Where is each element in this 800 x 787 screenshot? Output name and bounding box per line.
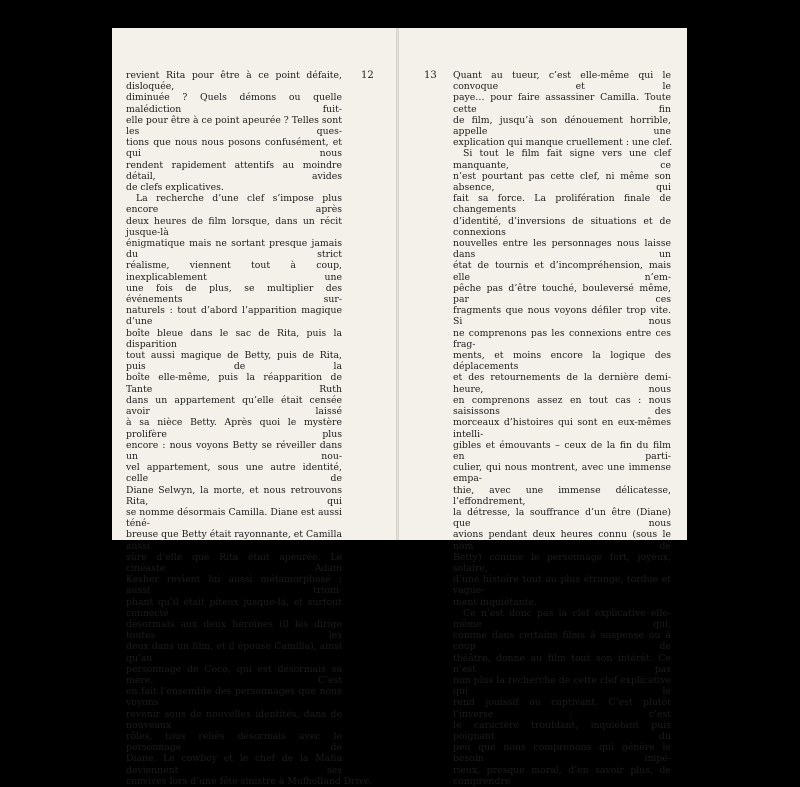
text-line: revenir sous de nouvelles identités, dans de nouveaux: [126, 708, 342, 731]
text-line: convives lors d’une fête sinistre à Mulholland Drive.: [126, 775, 373, 787]
text-line: explication qui manque cruellement : une clef.: [453, 137, 673, 149]
text-line: le caractère troublant, inquiétant puis poignant du: [453, 719, 671, 742]
text-line: état de tournis et d’incompréhension, mais elle n’em-: [453, 260, 671, 283]
text-line: fait sa force. La prolifération finale de changements: [453, 193, 671, 216]
text-line: rieux, presque moral, d’en savoir plus, de comprendre: [453, 764, 671, 787]
text-line: deux dans un film, et il épouse Camilla), ainsi qu’au: [126, 641, 342, 664]
text-line: théâtre, donne au film tout son intérêt. Ce n’est pas: [453, 652, 671, 675]
text-line: la détresse, la souffrance d’un être (Diane) que nous: [453, 506, 671, 530]
text-line: vel appartement, sous une autre identité, celle de: [126, 462, 342, 485]
text-line: réalisme, viennent tout à coup, inexplicablement une: [126, 260, 342, 283]
text-line: pêche pas d’être touché, bouleversé même, par ces: [453, 282, 671, 306]
text-line: en fait l’ensemble des personnages que nous voyons: [126, 686, 342, 709]
book-gutter: [396, 28, 399, 540]
text-line: morceaux d’histoires qui sont en eux-mêmes intelli-: [453, 417, 671, 440]
text-line: une fois de plus, se multiplier des événements sur-: [126, 282, 342, 306]
text-line: sûre d’elle que Rita était apeurée. Le cinéaste Adam: [126, 551, 342, 574]
text-line: boîte bleue dans le sac de Rita, puis la disparition: [126, 327, 342, 350]
text-line: et des retournements de la dernière demi-heure, nous: [453, 372, 671, 395]
text-line: fragments que nous voyons défiler trop vite. Si nous: [453, 305, 671, 328]
text-line: paye… pour faire assassiner Camilla. Toute cette fin: [453, 92, 671, 115]
text-line: de film, jusqu’à son dénouement horrible, appelle une: [453, 114, 671, 138]
text-line: d’identité, d’inversions de situations et de connexions: [453, 215, 671, 238]
text-line: Ce n’est donc pas la clef explicative elle-même qui,: [453, 607, 671, 630]
text-line: Diane. Le cowboy et le chef de la Mafia deviennent ses: [126, 753, 342, 776]
text-line: diminuée ? Quels démons ou quelle malédiction fuit-: [126, 92, 342, 115]
text-line: deux heures de film lorsque, dans un récit jusque-là: [126, 215, 342, 238]
text-line: avions pendant deux heures connu (sous le nom de: [453, 529, 671, 552]
text-line: naturels : tout d’abord l’apparition magique d’une: [126, 305, 342, 328]
text-line: encore : nous voyons Betty se réveiller dans un nou-: [126, 439, 342, 462]
text-line: se nomme désormais Camilla. Diane est aussi téné-: [126, 506, 342, 530]
text-line: La recherche d’une clef s’impose plus encore après: [126, 193, 342, 216]
text-line: personnage de Coco, qui est désormais sa mère. C’est: [126, 663, 342, 686]
text-line: non plus la recherche de cette clef explicative qui le: [453, 674, 671, 698]
text-line: revient Rita pour être à ce point défaite, disloquée,: [126, 70, 342, 93]
right-page-number: 13: [424, 70, 437, 81]
text-line: tout aussi magique de Betty, puis de Rita, puis de la: [126, 350, 342, 373]
text-line: rôles, tous reliés désormais avec le personnage de: [126, 730, 342, 754]
text-line: thie, avec une immense délicatesse, l’effondrement,: [453, 484, 671, 507]
text-line: tions que nous nous posons confusément, et qui nous: [126, 137, 342, 160]
text-line: n’est pourtant pas cette clef, ni même son absence, qui: [453, 170, 671, 194]
text-line: culier, qui nous montrent, avec une immense empa-: [453, 462, 671, 485]
text-line: nouvelles entre les personnages nous laisse dans un: [453, 238, 671, 261]
text-line: ment inquiétante.: [453, 596, 537, 608]
text-line: ne comprenons pas les connexions entre ces frag-: [453, 327, 671, 350]
text-line: d’une histoire tout au plus étrange, tordue et vague-: [453, 574, 671, 597]
text-line: rend jouissif ou captivant. C’est plutôt l’inverse : c’est: [453, 697, 671, 720]
text-line: breuse que Betty était rayonnante, et Camilla aussi: [126, 529, 342, 552]
text-line: de clefs explicatives.: [126, 182, 224, 194]
text-line: elle pour être à ce point apeurée ? Telles sont les ques-: [126, 114, 342, 138]
text-line: Betty) comme le personnage fort, joyeux, solaire,: [453, 551, 671, 574]
text-line: gibles et émouvants – ceux de la fin du film en parti-: [453, 439, 671, 462]
text-line: Diane Selwyn, la morte, et nous retrouvons Rita, qui: [126, 484, 342, 507]
text-line: phant qu’il était piteux jusque-là, et surtout connecté: [126, 596, 342, 619]
text-line: Kesher revient lui aussi métamorphosé : aussi triom-: [126, 574, 342, 597]
text-line: rendent rapidement attentifs au moindre détail, avides: [126, 159, 342, 182]
text-line: Si tout le film fait signe vers une clef manquante, ce: [453, 148, 671, 171]
text-line: peu que nous comprenons qui génère le besoin impé-: [453, 742, 671, 765]
left-page-number: 12: [361, 70, 374, 81]
text-line: en comprenons assez en tout cas : nous saisissons des: [453, 394, 671, 418]
text-line: à sa nièce Betty. Après quoi le mystère prolifère plus: [126, 417, 342, 440]
text-line: boîte elle-même, puis la réapparition de Tante Ruth: [126, 372, 342, 395]
text-line: ments, et moins encore la logique des déplacements: [453, 350, 671, 373]
text-line: dans un appartement qu’elle était censée avoir laissé: [126, 394, 342, 418]
text-line: Quant au tueur, c’est elle-même qui le convoque et le: [453, 70, 671, 93]
text-line: comme dans certains films à suspense ou à coup de: [453, 630, 671, 653]
text-line: désormais aux deux héroïnes (il les dirige toutes les: [126, 618, 342, 642]
text-line: énigmatique mais ne sortant presque jamais du strict: [126, 238, 342, 261]
right-page-text: [453, 70, 671, 787]
